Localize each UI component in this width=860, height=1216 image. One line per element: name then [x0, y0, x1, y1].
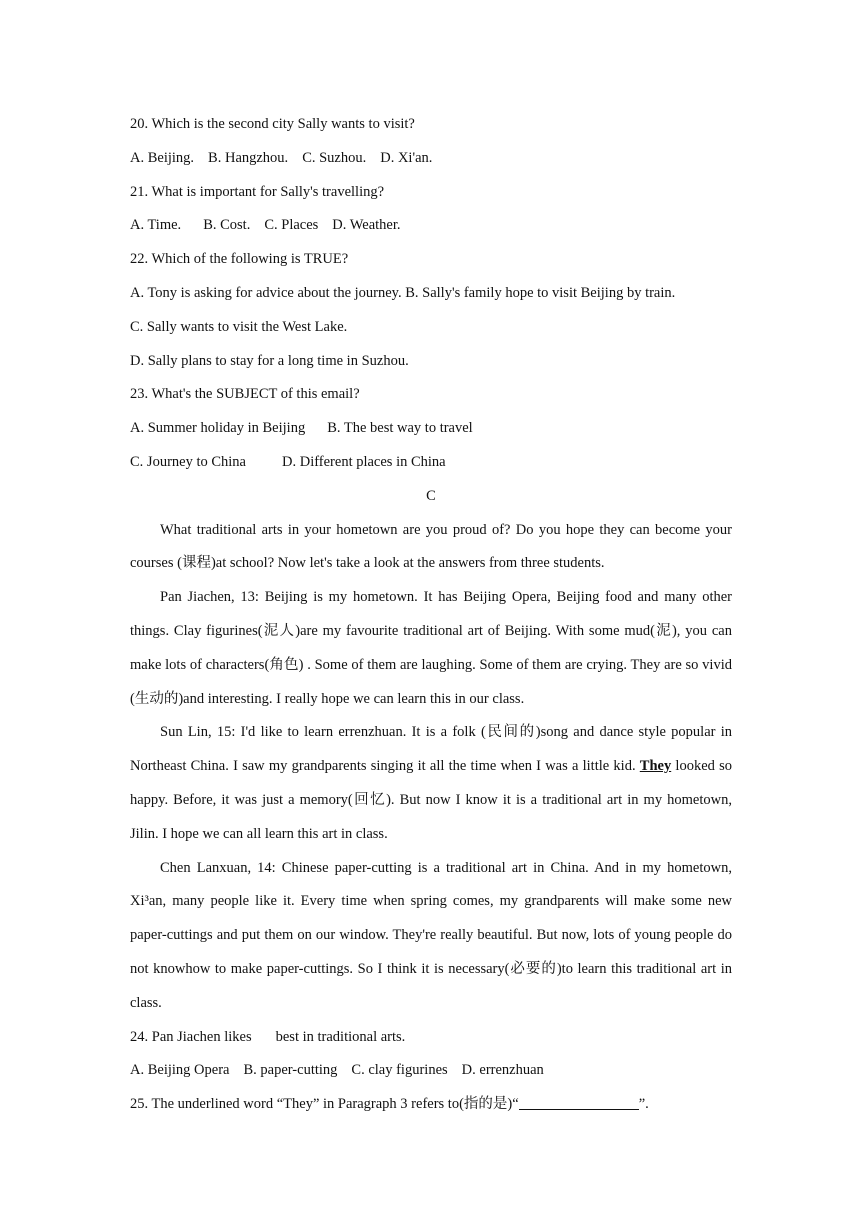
question-24 [130, 1021, 732, 1055]
option-c: C. Sally wants to visit the West Lake. [130, 318, 348, 335]
option-b: B. Cost. [203, 217, 251, 234]
question-23: 23. What's the SUBJECT of this email? [130, 386, 360, 403]
document-page [130, 108, 732, 1122]
question-25-after: ”. [638, 1096, 649, 1113]
option-a: A. Summer holiday in Beijing [130, 420, 306, 437]
section-letter: C [426, 487, 436, 504]
option-d: D. Different places in China [282, 453, 446, 470]
underlined-word: They [639, 758, 672, 775]
question-24-options [130, 1054, 732, 1088]
passage-chen-lanxuan: Chen Lanxuan, 14: Chinese paper-cutting is a traditional art in China. And in my hometown, Xi³an, many people like it. Every time when spring comes, my grandparents will make some new paper-cuttings and put them on our window. They're really beautiful. But now, lots of young people do not knowhow to make paper-cuttings. So I think it is necessary(必要的)to learn this traditional art in class. [130, 859, 732, 1011]
question-21-options [130, 209, 732, 243]
question-23-options-cd [130, 446, 732, 480]
question-22: 22. Which of the following is TRUE? [130, 251, 349, 268]
sun-lin-text-after: looked so happy. Before, it was just a memory(回忆). But now I know it is a traditional art in my hometown, Jilin. I hope we can all learn this art in class. [130, 758, 732, 842]
question-24-after: best in traditional arts. [275, 1028, 406, 1045]
passage-sun-lin [130, 716, 732, 851]
option-b: B. Sally's family hope to visit Beijing by train. [405, 284, 676, 301]
question-24-before: 24. Pan Jiachen likes [130, 1028, 252, 1045]
option-d: D. Sally plans to stay for a long time in Suzhou. [130, 352, 409, 369]
question-25 [130, 1088, 732, 1122]
question-21: 21. What is important for Sally's travelling? [130, 183, 385, 200]
passage-pan-jiachen: Pan Jiachen, 13: Beijing is my hometown. It has Beijing Opera, Beijing food and many other things. Clay figurines(泥人)are my favourite traditional art of Beijing. With some mud(泥), you can make lots of characters(角色) . Some of them are laughing. Some of them are crying. They are so vivid (生动的)and interesting. I really hope we can learn this in our class. [130, 589, 732, 707]
option-a: A. Tony is asking for advice about the journey. [130, 284, 402, 301]
passage-intro: What traditional arts in your hometown are you proud of? Do you hope they can become your courses (课程)at school? Now let's take a look at the answers from three students. [130, 521, 732, 572]
question-23-options-ab [130, 412, 732, 446]
option-a: A. Time. [130, 217, 182, 234]
option-c: C. Suzhou. [302, 149, 367, 166]
option-d: D. Xi'an. [380, 149, 433, 166]
question-20: 20. Which is the second city Sally wants to visit? [130, 116, 415, 132]
option-b: B. Hangzhou. [208, 149, 289, 166]
sun-lin-text-before: Sun Lin, 15: I'd like to learn errenzhuan. It is a folk (民间的)song and dance style popular in Northeast China. I saw my grandparents singing it all the time when I was a little kid. [130, 724, 732, 775]
option-b: B. paper-cutting [243, 1062, 338, 1079]
answer-blank[interactable] [519, 1095, 639, 1110]
option-b: B. The best way to travel [327, 420, 473, 437]
option-c: C. Journey to China [130, 453, 246, 470]
option-c: C. Places [264, 217, 319, 234]
option-c: C. clay figurines [351, 1062, 448, 1079]
option-a: A. Beijing. [130, 149, 195, 166]
option-a: A. Beijing Opera [130, 1062, 230, 1079]
option-d: D. Weather. [332, 217, 401, 234]
question-25-before: 25. The underlined word “They” in Paragraph 3 refers to(指的是)“ [130, 1096, 519, 1113]
question-22-options-ab [130, 277, 732, 311]
option-d: D. errenzhuan [461, 1062, 544, 1079]
question-20-options [130, 142, 732, 176]
